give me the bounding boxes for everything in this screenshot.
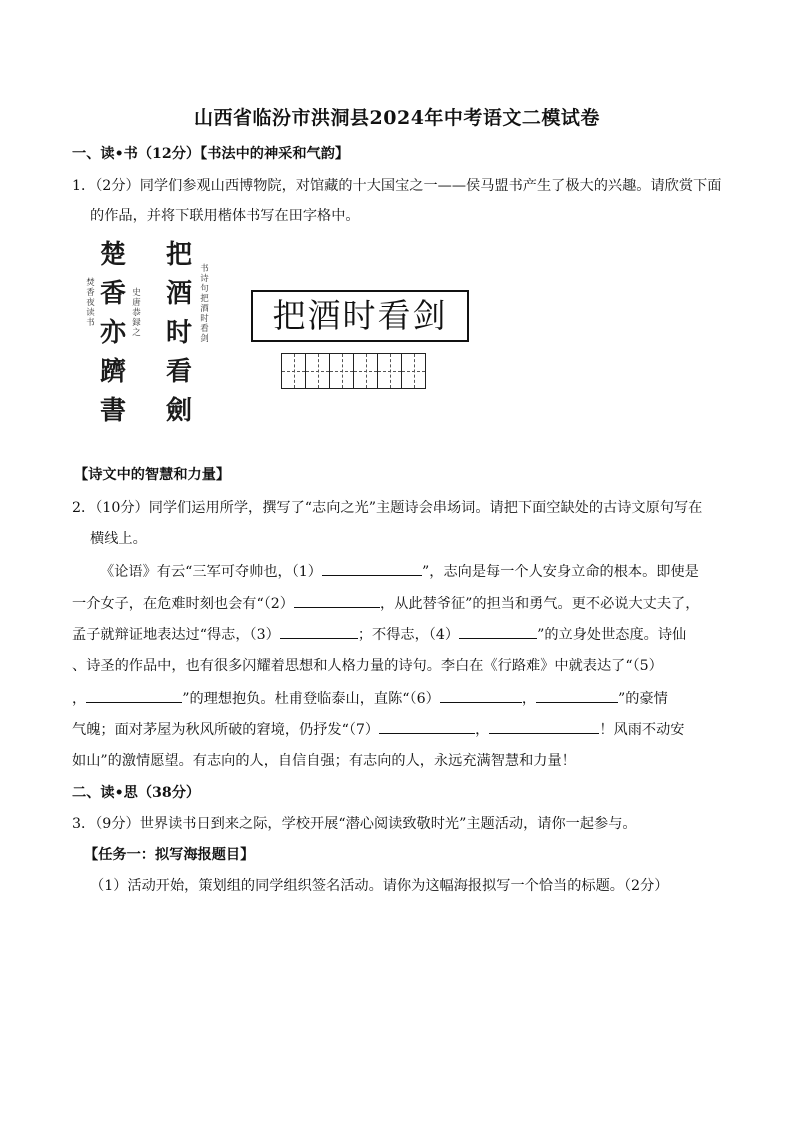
tianzige-cell[interactable] — [281, 353, 306, 389]
q2-paragraph-line7: 如山”的激情愿望。有志向的人，自信自强；有志向的人，永远充满智慧和力量！ — [72, 753, 576, 769]
page-title: 山西省临汾市洪洞县2024年中考语文二模试卷 — [194, 107, 600, 129]
tianzige-cell[interactable] — [401, 353, 426, 389]
calligraphy-inscription-left: 焚 香 夜 读 书 — [86, 278, 95, 328]
tianzige-cell[interactable] — [377, 353, 402, 389]
section1-heading: 一、读•书（12分）【书法中的神采和气韵】 — [72, 146, 350, 162]
calligraphy-image — [86, 236, 232, 458]
task1-heading: 【任务一：拟写海报题目】 — [84, 847, 255, 863]
answer-blank-7b[interactable] — [489, 719, 599, 734]
q2-paragraph-line2: 一介女子，在危难时刻也会有“（2） ，从此替爷征”的担当和勇气。更不必说大丈夫了， — [72, 593, 732, 614]
answer-blank-6b[interactable] — [536, 688, 618, 703]
answer-blank-2[interactable] — [294, 593, 380, 608]
q2-line2: 横线上。 — [90, 531, 147, 547]
answer-blank-7a[interactable] — [379, 719, 475, 734]
q2-paragraph-line6: 气魄；面对茅屋为秋风所破的窘境，仍抒发“（7） ， ！风雨不动安 — [72, 719, 732, 740]
q2-paragraph-line1: 《论语》有云“三军可夺帅也，（1） ”，志向是每一个人安身立命的根本。即使是 — [100, 561, 760, 582]
answer-blank-5[interactable] — [86, 688, 182, 703]
q2-line1: 2．（10分）同学们运用所学，撰写了“志向之光”主题诗会串场词。请把下面空缺处的古诗文原句写在 — [72, 500, 703, 516]
tianzige-grid — [282, 353, 426, 389]
tianzige-cell[interactable] — [329, 353, 354, 389]
q2-paragraph-line3: 孟子就辩证地表达过“得志，（3） ；不得志，（4） ”的立身处世态度。诗仙 — [72, 624, 732, 645]
tianzige-cell[interactable] — [353, 353, 378, 389]
q2-paragraph-line4: 、诗圣的作品中，也有很多闪耀着思想和人格力量的诗句。李白在《行路难》中就表达了“（5） — [72, 658, 663, 674]
calligraphy-column-upper: 楚 香 亦 躋 書 — [99, 240, 126, 426]
answer-blank-6a[interactable] — [440, 688, 522, 703]
kaishu-sample-box: 把酒时看剑 — [251, 290, 469, 342]
calligraphy-inscription-right: 书 诗 句 把 酒 时 看 剑 — [200, 264, 209, 344]
answer-blank-1[interactable] — [322, 561, 422, 576]
q1-line2: 的作品，并将下联用楷体书写在田字格中。 — [90, 208, 360, 224]
answer-blank-3[interactable] — [280, 624, 358, 639]
q2-paragraph-line5: ， ”的理想抱负。杜甫登临泰山，直陈“（6） ， ”的豪情 — [72, 688, 732, 709]
q3-line: 3．（9分）世界读书日到来之际，学校开展“潜心阅读致敬时光”主题活动，请你一起参与。 — [72, 816, 637, 832]
calligraphy-inscription-left2: 史 唐 恭 録 之 — [132, 288, 141, 338]
section1-subheading: 【诗文中的智慧和力量】 — [74, 467, 231, 483]
answer-blank-4[interactable] — [459, 624, 537, 639]
tianzige-cell[interactable] — [305, 353, 330, 389]
calligraphy-column-lower: 把 酒 时 看 劍 — [165, 240, 192, 426]
task1-question: （1）活动开始，策划组的同学组织签名活动。请你为这幅海报拟写一个恰当的标题。（2分） — [90, 878, 669, 894]
q1-line1: 1．（2分）同学们参观山西博物院，对馆藏的十大国宝之一——侯马盟书产生了极大的兴趣。请欣赏下面 — [72, 178, 722, 194]
section2-heading: 二、读•思（38分） — [72, 785, 201, 801]
